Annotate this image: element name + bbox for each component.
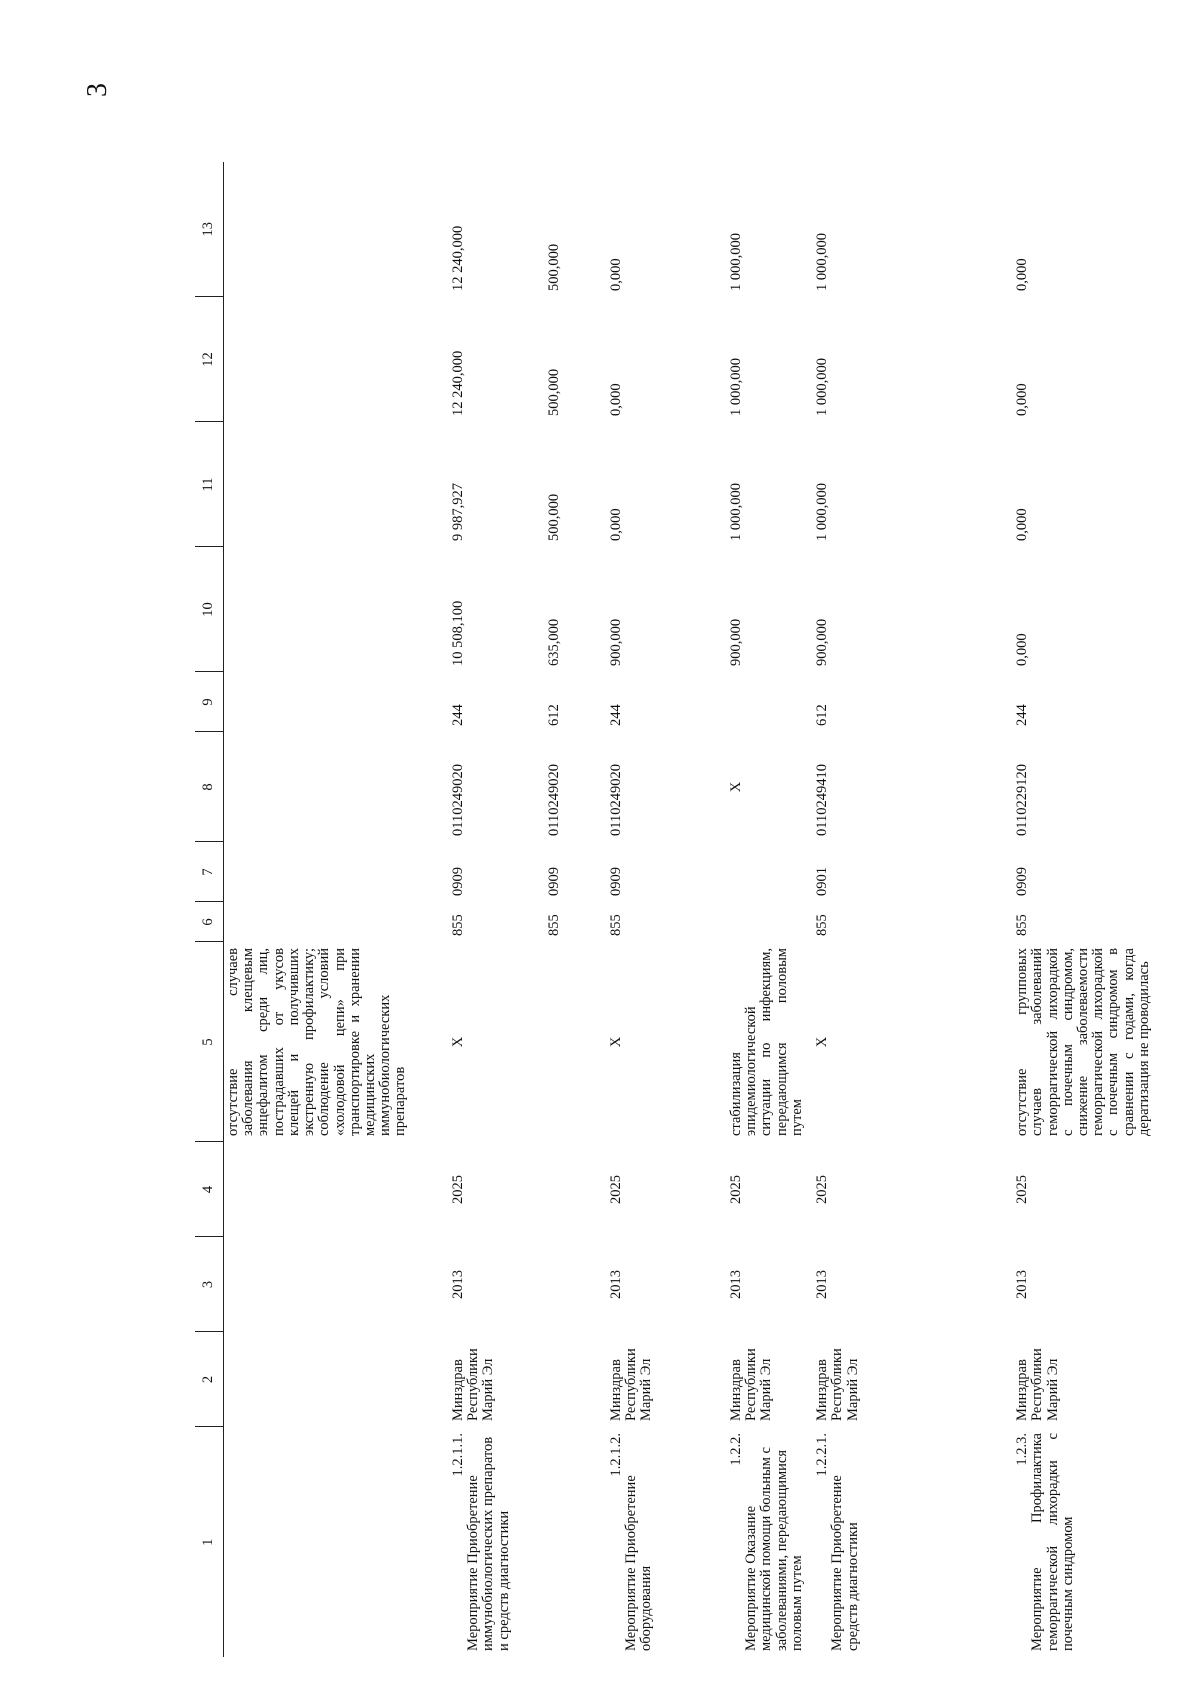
target-article-cell: 0110249020	[546, 764, 562, 836]
amount-col10-cell: 900,000	[728, 618, 744, 666]
grbs-cell: 855	[608, 914, 624, 936]
amount-col13-cell	[224, 162, 450, 297]
activity-cell	[727, 1427, 813, 1657]
end-year-cell	[545, 1142, 607, 1237]
expected-result-cell: стабилизация эпидемиологической ситуации по инфекциям, передающимся половым путем	[728, 948, 805, 1136]
expected-result-cell: отсутствие случаев заболевания клещевым энцефалитом среди лиц, пострадавших от укусов клещей и получивших экстренную профилактику; соблюдение условий «холодовой цепи» при транспортировке и хранении медицинских иммунобиологических препаратов	[225, 948, 409, 1136]
amount-col12-cell: 0,000	[1014, 383, 1031, 416]
col-header-10: 10	[195, 547, 224, 672]
section-cell	[727, 842, 813, 902]
amount-col13-cell: 0,000	[608, 258, 624, 291]
start-year-cell: 2013	[728, 1270, 744, 1299]
table-row	[813, 162, 1013, 1657]
col-header-8: 8	[195, 732, 224, 842]
activity-name: Мероприятие Приобретение иммунобиологических препаратов и средств диагностики	[465, 1436, 512, 1651]
amount-col11-cell: 1 000,000	[728, 483, 744, 541]
expense-type-cell	[727, 672, 813, 732]
amount-col13-cell: 1 000,000	[814, 233, 831, 291]
expected-result-cell	[545, 942, 607, 1142]
target-article-cell: 0110249020	[608, 764, 624, 836]
amount-col13-cell: 1 000,000	[728, 233, 744, 291]
amount-col10-cell: 900,000	[814, 618, 831, 666]
end-year-cell: 2025	[450, 1175, 466, 1204]
executor-cell: Минздрав Республики Марий Эл	[814, 1348, 861, 1421]
amount-col12-cell: 1 000,000	[728, 358, 744, 416]
expense-type-cell: 612	[546, 704, 562, 726]
activity-cell	[545, 1427, 607, 1657]
page-number: 3	[82, 83, 113, 97]
amount-col11-cell: 0,000	[608, 508, 624, 541]
expense-type-cell: 612	[814, 704, 831, 726]
target-article-cell: 0110229120	[1014, 764, 1031, 836]
grbs-cell: 855	[546, 914, 562, 936]
amount-col11-cell: 9 987,927	[450, 483, 466, 541]
end-year-cell: 2025	[728, 1175, 744, 1204]
end-year-cell	[224, 1142, 450, 1237]
expected-result-cell: X	[608, 1036, 624, 1048]
grbs-cell	[727, 902, 813, 942]
grbs-cell: 855	[450, 914, 466, 936]
expected-result-cell: X	[450, 1036, 466, 1048]
expense-type-cell: 244	[608, 704, 624, 726]
column-number-row	[195, 162, 224, 1657]
section-cell: 0909	[450, 867, 466, 896]
activity-cell	[813, 1427, 1013, 1657]
col-header-4: 4	[195, 1142, 224, 1237]
section-cell: 0909	[608, 867, 624, 896]
activity-cell	[224, 1427, 450, 1657]
amount-col12-cell: 12 240,000	[450, 350, 466, 416]
col-header-5: 5	[195, 942, 224, 1142]
section-cell: 0909	[1014, 867, 1031, 896]
end-year-cell: 2025	[814, 1175, 831, 1204]
amount-col12-cell: 0,000	[608, 383, 624, 416]
amount-col12-cell: 1 000,000	[814, 358, 831, 416]
amount-col10-cell: 0,000	[1014, 633, 1031, 666]
start-year-cell: 2013	[608, 1270, 624, 1299]
table-row	[545, 162, 607, 1657]
end-year-cell: 2025	[1014, 1175, 1031, 1204]
target-article-cell	[224, 732, 450, 842]
table-row	[449, 162, 545, 1657]
activity-cell	[607, 1427, 727, 1657]
grbs-cell	[224, 902, 450, 942]
section-cell: 0909	[546, 867, 562, 896]
activity-name: Мероприятие Профилактика геморрагической лихорадки с почечным синдромом	[1029, 1433, 1076, 1651]
col-header-11: 11	[195, 422, 224, 547]
table-row	[1013, 162, 1160, 1657]
col-header-6: 6	[195, 902, 224, 942]
activity-cell	[1013, 1427, 1160, 1657]
start-year-cell	[224, 1237, 450, 1332]
expected-result-cell: отсутствие групповых случаев заболеваний геморрагической лихорадкой с почечным синдромом, снижение заболеваемости геморрагической лихорадкой с почечным синдромом в сравнении с годами, когда дератизация не проводилась	[1014, 948, 1152, 1136]
col-header-12: 12	[195, 297, 224, 422]
amount-col11-cell: 1 000,000	[814, 483, 831, 541]
table-row	[607, 162, 727, 1657]
amount-col13-cell: 12 240,000	[450, 225, 466, 291]
executor-cell	[224, 1332, 450, 1427]
section-cell	[224, 842, 450, 902]
start-year-cell	[545, 1237, 607, 1332]
col-header-13: 13	[195, 162, 224, 297]
executor-cell: Минздрав Республики Марий Эл	[450, 1348, 497, 1421]
target-article-cell: 0110249020	[450, 764, 466, 836]
amount-col13-cell: 500,000	[546, 243, 562, 291]
section-cell: 0901	[814, 867, 831, 896]
end-year-cell: 2025	[608, 1175, 624, 1204]
expense-type-cell: 244	[1014, 704, 1031, 726]
table-row	[224, 162, 450, 1657]
col-header-2: 2	[195, 1332, 224, 1427]
amount-col11-cell: 500,000	[546, 493, 562, 541]
activity-number: 1.2.3.	[1014, 1433, 1031, 1466]
activity-cell	[449, 1427, 545, 1657]
col-header-1: 1	[195, 1427, 224, 1657]
amount-col10-cell: 635,000	[546, 618, 562, 666]
activity-number: 1.2.2.	[728, 1433, 744, 1466]
start-year-cell: 2013	[450, 1270, 466, 1299]
amount-col10-cell: 10 508,100	[450, 600, 466, 666]
col-header-7: 7	[195, 842, 224, 902]
expected-result-cell: X	[814, 1036, 831, 1048]
col-header-9: 9	[195, 672, 224, 732]
amount-col10-cell	[224, 547, 450, 672]
program-activities-table	[195, 162, 1160, 1657]
expense-type-cell: 244	[450, 704, 466, 726]
expense-type-cell	[224, 672, 450, 732]
executor-cell: Минздрав Республики Марий Эл	[1014, 1348, 1061, 1421]
start-year-cell: 2013	[814, 1270, 831, 1299]
target-article-cell: 0110249410	[814, 764, 831, 836]
activity-name: Мероприятие Приобретение средств диагностики	[829, 1475, 861, 1651]
activity-number: 1.2.1.1.	[450, 1433, 466, 1477]
amount-col11-cell: 0,000	[1014, 508, 1031, 541]
activity-number: 1.2.1.2.	[608, 1433, 624, 1477]
grbs-cell: 855	[1014, 914, 1031, 936]
table-row	[727, 162, 813, 1657]
start-year-cell: 2013	[1014, 1270, 1031, 1299]
amount-col12-cell: 500,000	[546, 368, 562, 416]
amount-col10-cell: 900,000	[608, 618, 624, 666]
activity-name: Мероприятие Оказание медицинской помощи больным с заболеваниями, передающимися половым путем	[743, 1447, 805, 1651]
grbs-cell: 855	[814, 914, 831, 936]
executor-cell	[545, 1332, 607, 1427]
activity-number: 1.2.2.1.	[814, 1433, 831, 1477]
amount-col13-cell: 0,000	[1014, 258, 1031, 291]
executor-cell: Минздрав Республики Марий Эл	[728, 1348, 775, 1421]
activity-name: Мероприятие Приобретение оборудования	[623, 1475, 655, 1651]
target-article-cell: X	[728, 781, 744, 793]
col-header-3: 3	[195, 1237, 224, 1332]
amount-col11-cell	[224, 422, 450, 547]
executor-cell: Минздрав Республики Марий Эл	[608, 1348, 655, 1421]
amount-col12-cell	[224, 297, 450, 422]
